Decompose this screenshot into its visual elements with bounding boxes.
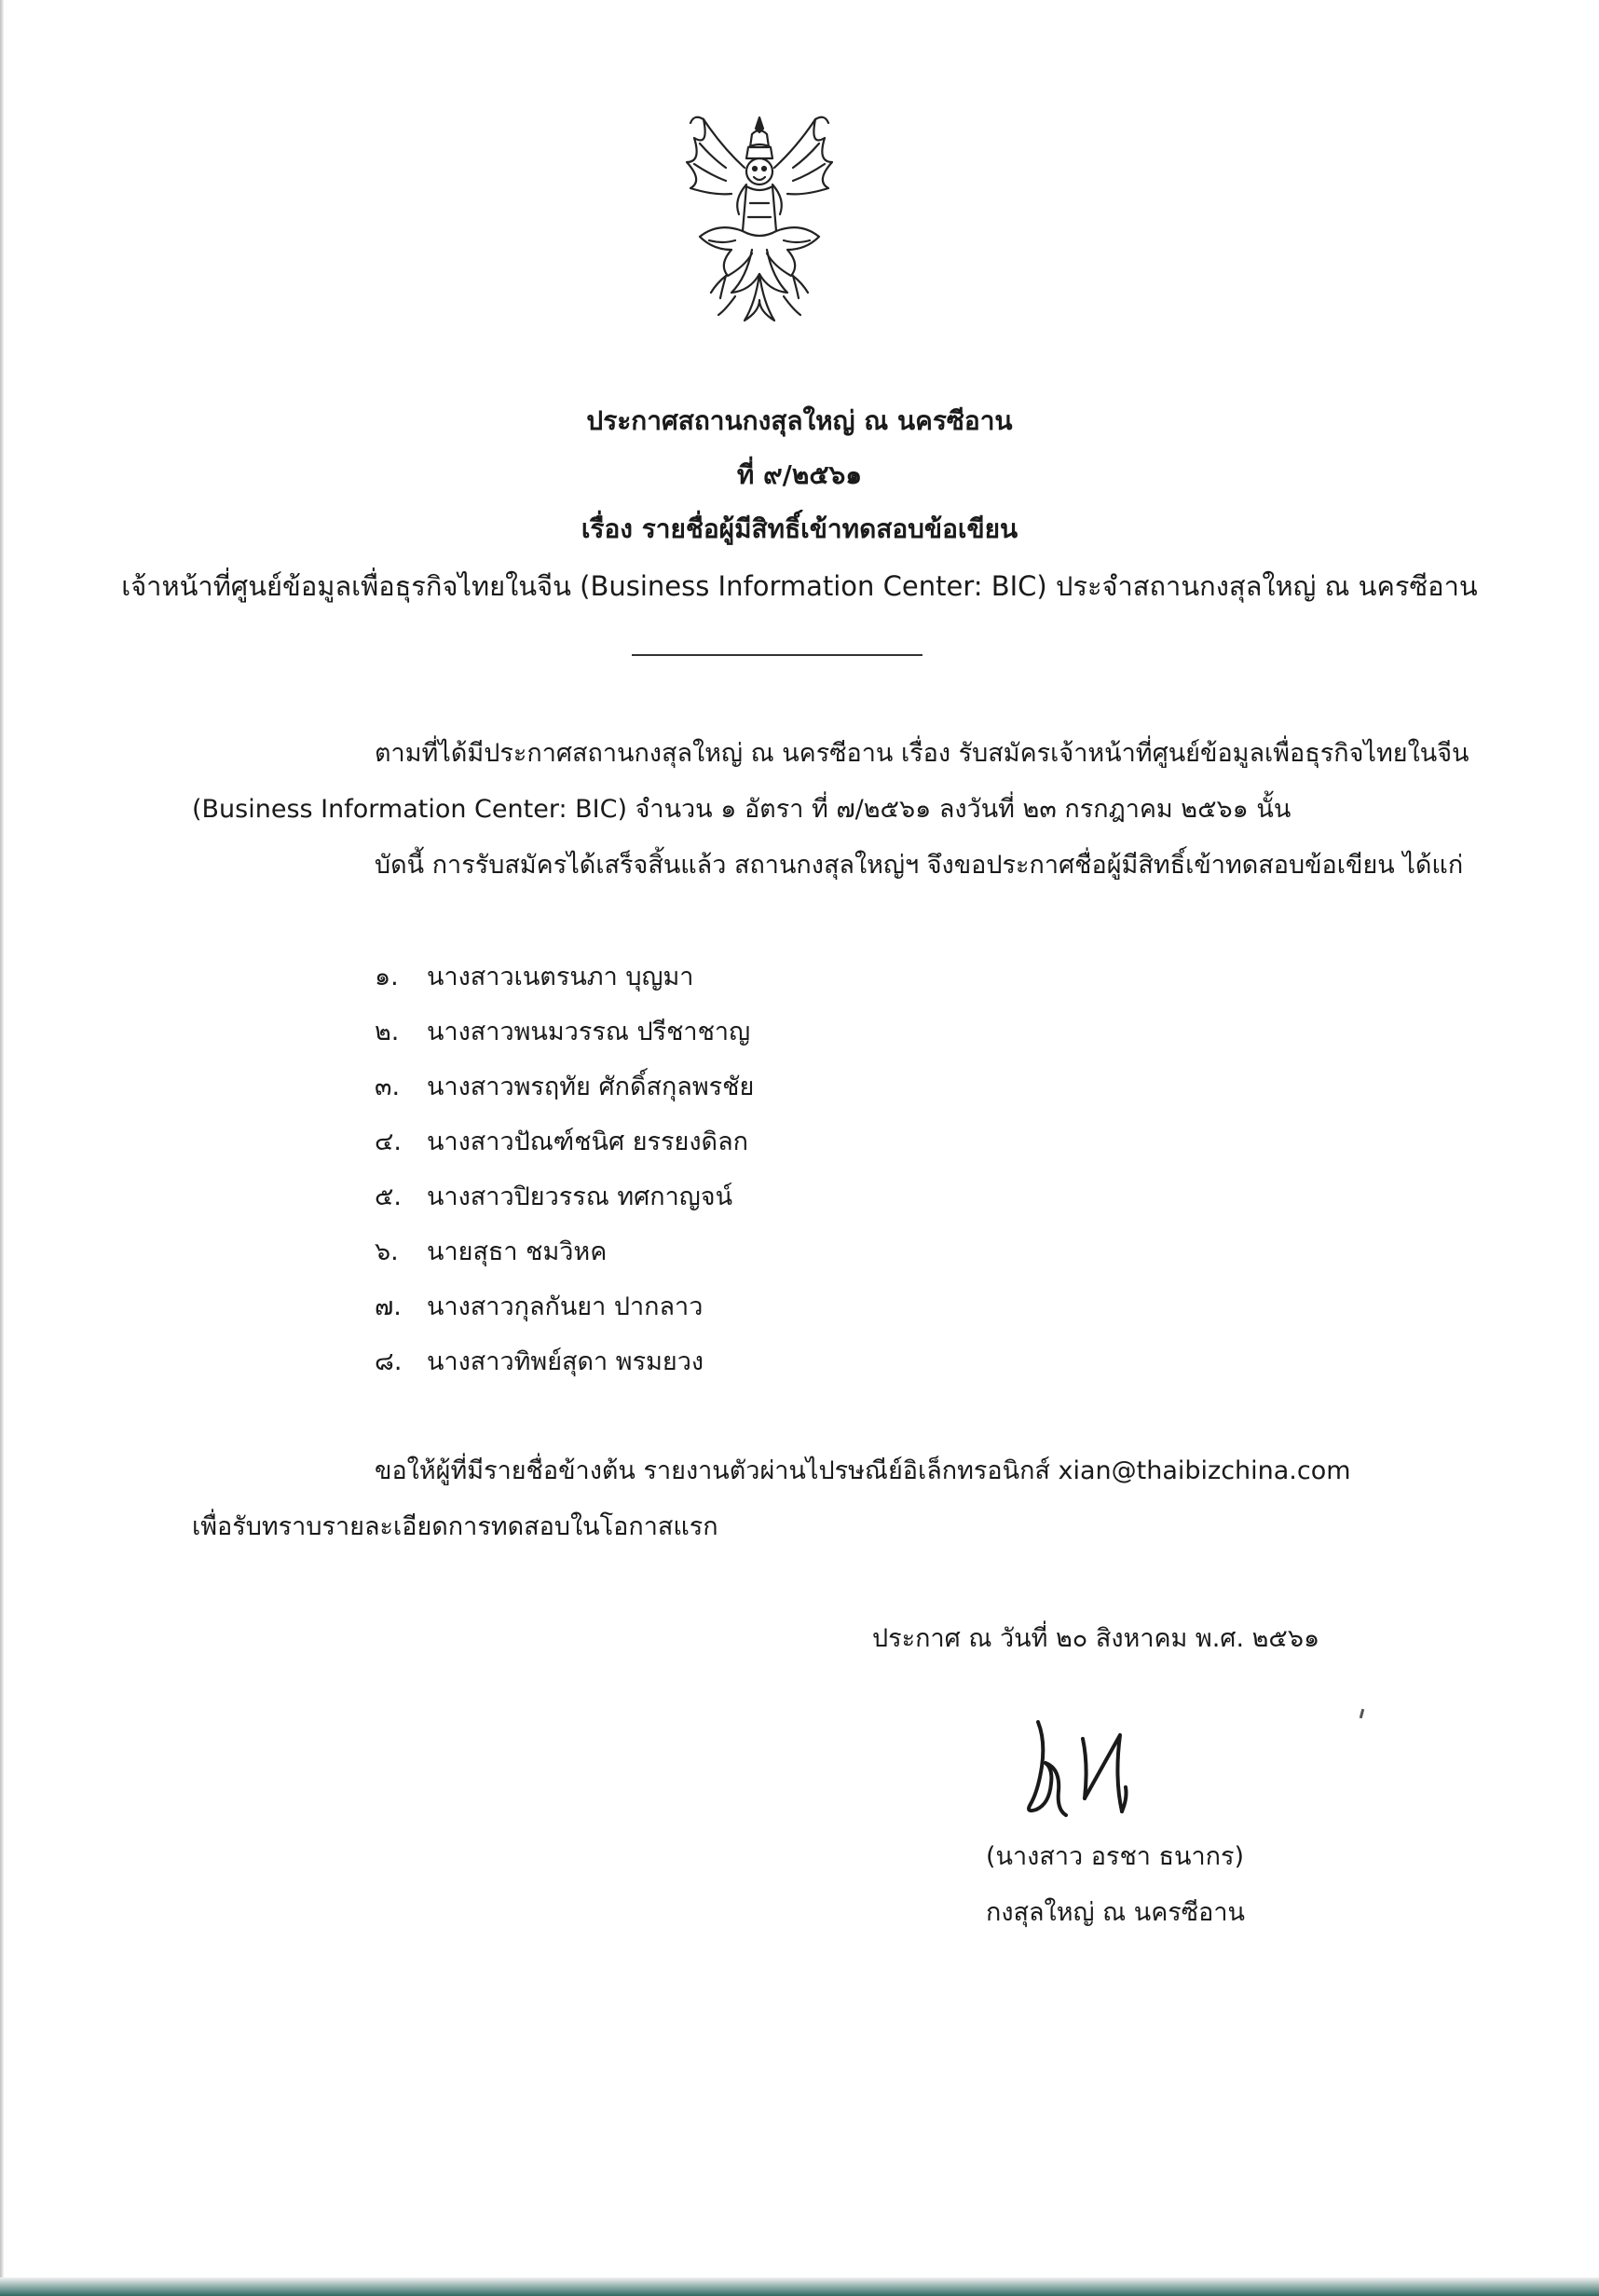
announcement-date: ประกาศ ณ วันที่ ๒๐ สิงหาคม พ.ศ. ๒๕๖๑ — [872, 1624, 1320, 1653]
candidate-item — [375, 1286, 703, 1326]
paragraph-3-line-1: ขอให้ผู้ที่มีรายชื่อข้างต้น รายงานตัวผ่านไปรษณีย์อิเล็กทรอนิกส์ xian@thaibizchina.com — [375, 1456, 1351, 1485]
candidate-item — [375, 1011, 750, 1051]
paragraph-1-line-1: ตามที่ได้มีประกาศสถานกงสุลใหญ่ ณ นครซีอาน เรื่อง รับสมัครเจ้าหน้าที่ศูนย์ข้อมูลเพื่อธุรกิจไทยในจีน — [375, 739, 1469, 768]
announcement-number: ที่ ๙/๒๕๖๑ — [736, 459, 863, 490]
candidate-item — [375, 956, 693, 996]
header-divider — [632, 654, 922, 656]
candidate-number: ๘. — [375, 1347, 403, 1376]
signature-icon — [1018, 1713, 1157, 1824]
candidate-item — [375, 1231, 607, 1271]
candidate-item — [375, 1066, 754, 1106]
garuda-emblem-icon — [666, 110, 853, 343]
candidate-name: นางสาวทิพย์สุดา พรมยวง — [427, 1347, 704, 1376]
candidate-number: ๕. — [375, 1182, 403, 1211]
paragraph-2-line-1: บัดนี้ การรับสมัครได้เสร็จสิ้นแล้ว สถานกงสุลใหญ่ฯ จึงขอประกาศชื่อผู้มีสิทธิ์เข้าทดสอบข้อเขียน ได้แก่ — [375, 851, 1464, 880]
scan-edge-bottom — [0, 2277, 1599, 2296]
candidate-number: ๑. — [375, 963, 399, 991]
announcement-position: เจ้าหน้าที่ศูนย์ข้อมูลเพื่อธุรกิจไทยในจีน (Business Information Center: BIC) ประจำสถานกงสุลใหญ่ ณ นครซีอาน — [121, 570, 1478, 602]
scan-speck — [1360, 1709, 1364, 1718]
candidate-number: ๓. — [375, 1073, 401, 1101]
signatory-title: กงสุลใหญ่ ณ นครซีอาน — [986, 1898, 1245, 1927]
candidate-name: นายสุธา ชมวิหค — [427, 1237, 608, 1266]
announcement-title: ประกาศสถานกงสุลใหญ่ ณ นครซีอาน — [586, 405, 1013, 436]
candidate-number: ๒. — [375, 1018, 400, 1046]
scan-edge-left — [0, 0, 4, 2296]
candidate-item — [375, 1121, 748, 1161]
candidate-name: นางสาวพนมวรรณ ปรีชาชาญ — [427, 1018, 751, 1046]
candidate-item — [375, 1176, 732, 1216]
candidate-number: ๗. — [375, 1292, 402, 1321]
signatory-name: (นางสาว อรชา ธนากร) — [986, 1842, 1244, 1871]
announcement-subject: เรื่อง รายชื่อผู้มีสิทธิ์เข้าทดสอบข้อเขียน — [581, 513, 1018, 544]
paragraph-1-line-2: (Business Information Center: BIC) จำนวน ๑ อัตรา ที่ ๗/๒๕๖๑ ลงวันที่ ๒๓ กรกฎาคม ๒๕๖๑ นั้น — [192, 795, 1292, 824]
candidate-number: ๖. — [375, 1237, 399, 1266]
candidate-name: นางสาวปัณฑ์ชนิศ ยรรยงดิลก — [427, 1128, 748, 1156]
paragraph-3-line-2: เพื่อรับทราบรายละเอียดการทดสอบในโอกาสแรก — [192, 1512, 718, 1541]
candidate-name: นางสาวพรฤทัย ศักดิ์สกุลพรชัย — [427, 1073, 755, 1101]
candidate-number: ๔. — [375, 1128, 403, 1156]
candidate-name: นางสาวกุลกันยา ปากลาว — [427, 1292, 704, 1321]
candidate-item — [375, 1341, 704, 1381]
candidate-name: นางสาวเนตรนภา บุญมา — [427, 963, 694, 991]
candidate-name: นางสาวปิยวรรณ ทศกาญจน์ — [427, 1182, 733, 1211]
